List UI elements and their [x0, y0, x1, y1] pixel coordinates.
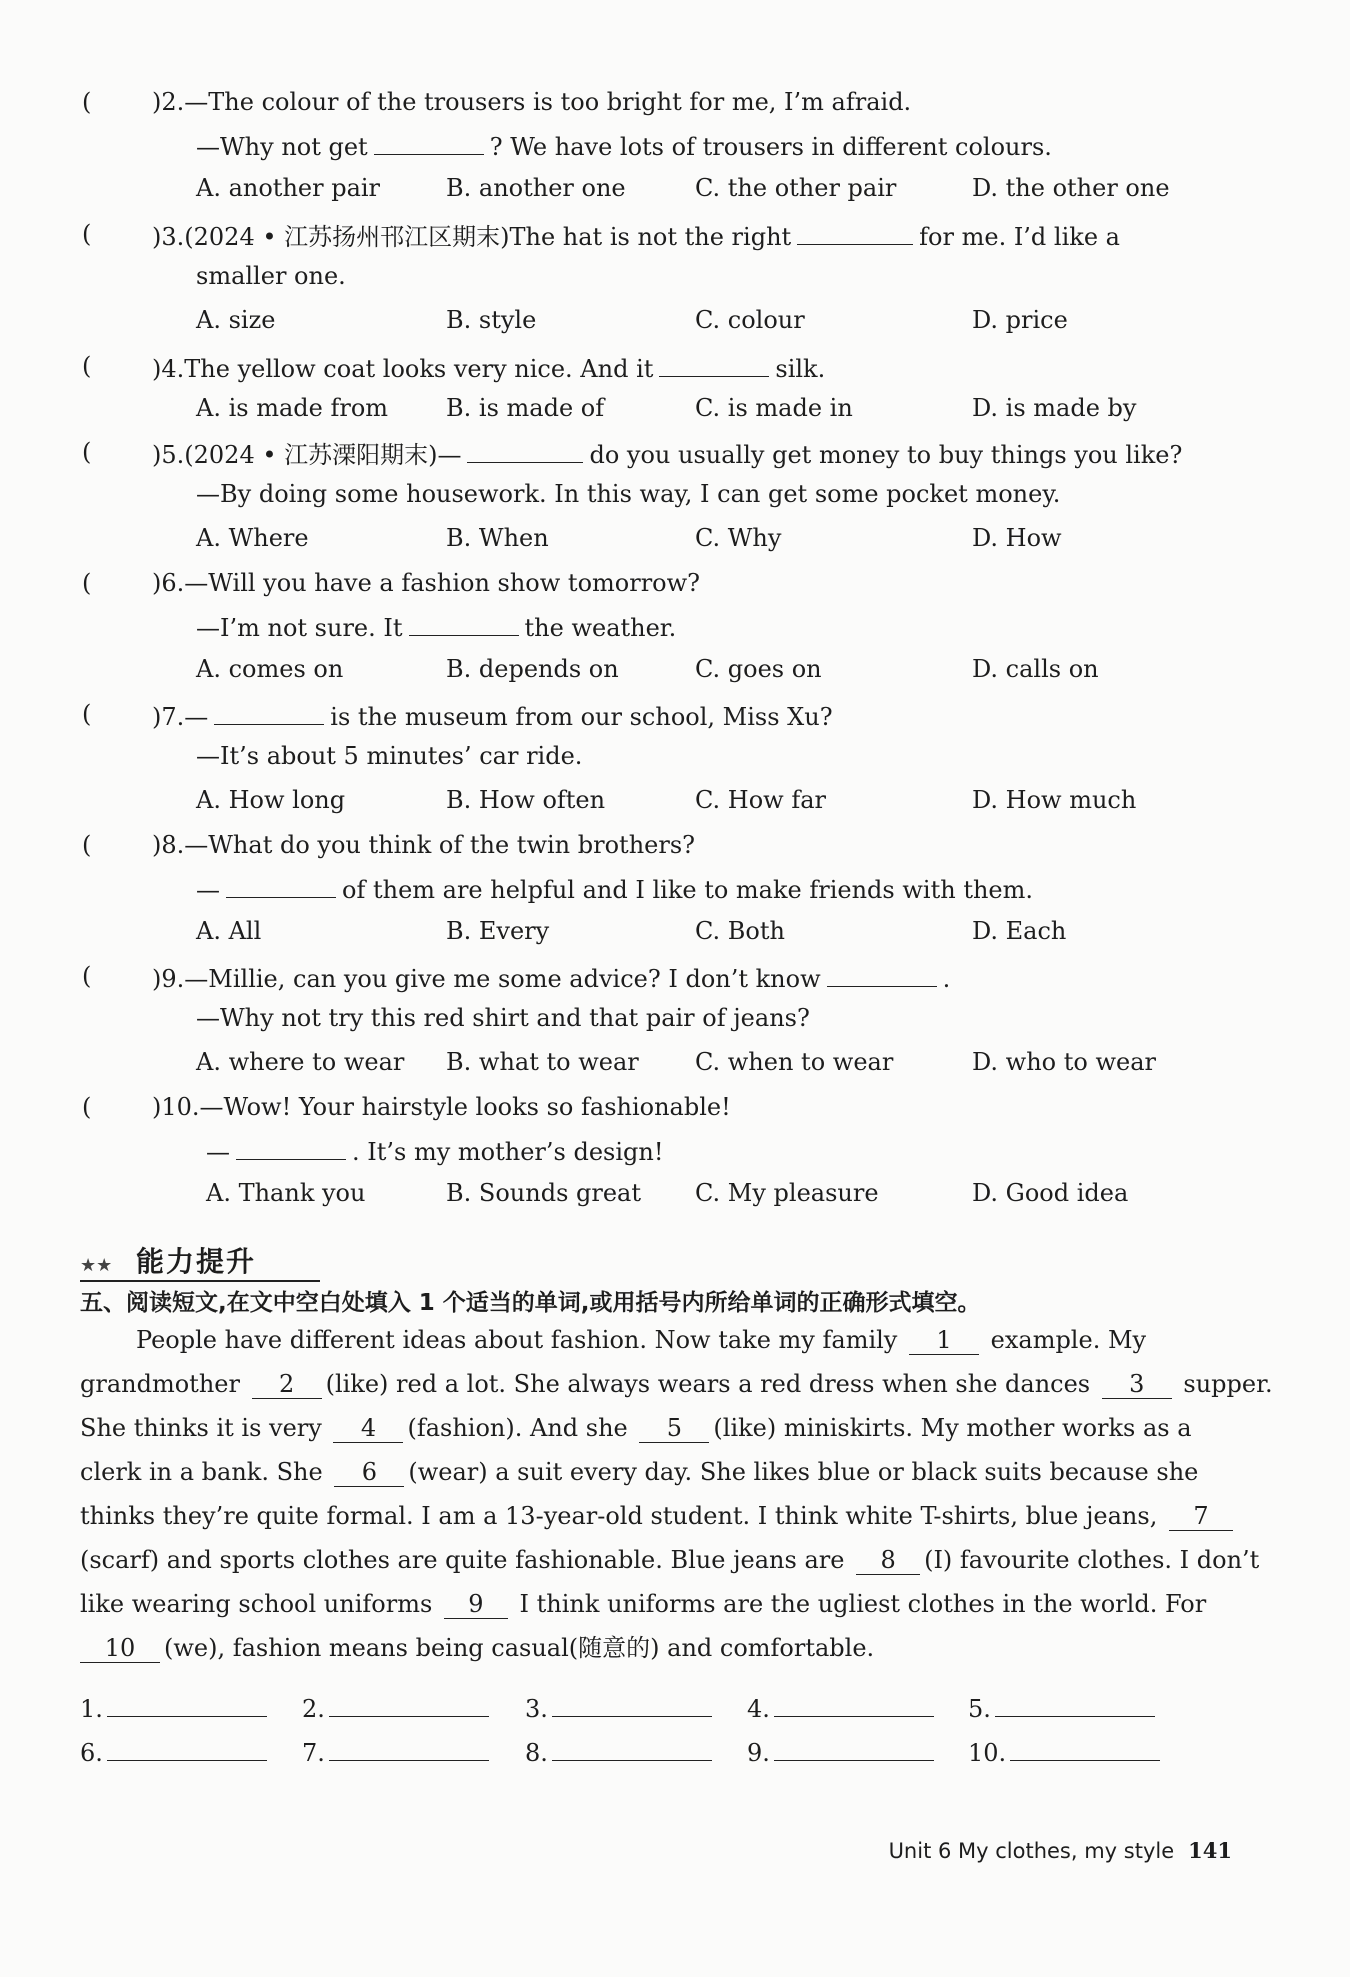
- answer-line-10[interactable]: 10.: [968, 1734, 1160, 1769]
- answer-paren: (: [82, 88, 92, 116]
- fill-blank: [374, 128, 484, 155]
- answer-paren: (: [82, 700, 92, 728]
- fill-blank: [214, 698, 324, 725]
- option-b: B. another one: [446, 174, 626, 202]
- option-a: A. another pair: [196, 174, 381, 202]
- section-instruction: 五、阅读短文,在文中空白处填入 1 个适当的单词,或用括号内所给单词的正确形式填空。: [80, 1290, 981, 1316]
- answer-line-3[interactable]: 3.: [525, 1690, 712, 1725]
- answer-line-2[interactable]: 2.: [302, 1690, 489, 1725]
- page-footer: [889, 1838, 1232, 1863]
- section-title: 能力提升: [136, 1240, 256, 1280]
- option-d: D. Each: [972, 917, 1067, 945]
- passage-blank-7: 7: [1169, 1500, 1233, 1531]
- stars-icon: ★★: [80, 1255, 113, 1276]
- option-d: D. How: [972, 524, 1062, 552]
- answer-line-6[interactable]: 6.: [80, 1734, 267, 1769]
- passage-blank-8: 8: [856, 1544, 920, 1575]
- option-a: A. size: [196, 306, 276, 334]
- option-c: C. is made in: [695, 394, 853, 422]
- option-c: C. Both: [695, 917, 785, 945]
- option-a: A. Where: [196, 524, 309, 552]
- question-number: )2.: [152, 88, 185, 116]
- answer-line-7[interactable]: 7.: [302, 1734, 489, 1769]
- fill-blank: [467, 436, 583, 463]
- passage-blank-3: 3: [1102, 1368, 1172, 1399]
- option-b: B. Sounds great: [446, 1179, 641, 1207]
- answer-paren: (: [82, 352, 92, 380]
- section-divider: [80, 1280, 320, 1282]
- passage-blank-5: 5: [639, 1412, 709, 1443]
- option-d: D. who to wear: [972, 1048, 1156, 1076]
- page-number: 141: [1188, 1838, 1232, 1863]
- passage-blank-6: 6: [334, 1456, 404, 1487]
- option-b: B. is made of: [446, 394, 605, 422]
- option-a: A. is made from: [196, 394, 389, 422]
- answer-paren: (: [82, 831, 92, 859]
- answer-paren: (: [82, 438, 92, 466]
- passage-blank-1: 1: [909, 1324, 979, 1355]
- answer-line-8[interactable]: 8.: [525, 1734, 712, 1769]
- option-d: D. calls on: [972, 655, 1099, 683]
- option-d: D. price: [972, 306, 1068, 334]
- passage-blank-2: 2: [252, 1368, 322, 1399]
- option-c: C. How far: [695, 786, 826, 814]
- fill-blank: [659, 350, 769, 377]
- question-stem: —The colour of the trousers is too bright for me, I’m afraid.: [184, 88, 912, 116]
- option-c: C. colour: [695, 306, 805, 334]
- option-c: C. when to wear: [695, 1048, 894, 1076]
- fill-blank: [226, 871, 336, 898]
- option-b: B. Every: [446, 917, 550, 945]
- option-b: B. what to wear: [446, 1048, 639, 1076]
- option-b: B. style: [446, 306, 537, 334]
- answer-paren: (: [82, 220, 92, 248]
- worksheet-page: ( )2.—The colour of the trousers is too bright for me, I’m afraid. —Why not get ? We have lots of trousers in different colours. A. another pair B. another one C. the other pair D. the other one ( )3.(2024 • 江苏扬州邗江区期末)The hat is not the right for me. I’d like a smaller one. A. size B. style C. colour D. price ( )4.The yellow coat looks very nice. And it silk. A. is made from B. is made of C. is made in D. is made by ( )5.(2024 • 江苏溧阳期末)— do you usually get money to buy things you like? —By doing some housework. In this way, I can get some pocket money. A. Where B. When C. Why D. How ( )6.—Will you have a fashion show tomorrow? —I’m not sure. It the weather. A. comes on B. depends on C. goes on D. calls on ( )7.— is the museum from our school, Miss Xu? —It’s about 5 minutes’ car ride. A. How long B. How often C. How far D. How much ( )8.—What do you think of the twin brothers? — of them are helpful and I like to make friends with them. A. All B. Every C. Both D. Each ( )9.—Millie, can you give me some advice? I don’t know . —Why not try this red shirt and that pair of jeans? A. where to wear B. what to wear C. when to wear D. who to wear ( )10.—Wow! Your hairstyle looks so fashionable! — . It’s my mother’s design! A. Thank you B. Sounds great C. My pleasure D. Good idea ★★ 能力提升 五、阅读短文,在文中空白处填入 1 个适当的单词,或用括号内所给单词的正确形式填空。 People have different ideas about fashion. Now take my family 1 example. My grandmother 2 (like) red a lot. She always wears a red dress when she dances 3 supper. She thinks it is very 4 (fashion). And she 5 (like) miniskirts. My mother works as a clerk in a bank. She 6 (wear) a suit every day. She likes blue or black suits because she thinks they’re quite formal. I am a 13-year-old student. I think white T-shirts, blue jeans, 7 (scarf) and sports clothes are quite fashionable. Blue jeans are 8 (I) favourite clothes. I don’t like wearing school uniforms 9 I think uniforms are the ugliest clothes in the world. For 10 (we), fashion means being casual(随意的) and comfortable. 1. 2. 3. 4. 5. 6. 7. 8. 9. 10. Unit 6 My clothes, my style 141: [80, 88, 1273, 1863]
- passage-blank-4: 4: [333, 1412, 403, 1443]
- fill-blank: [409, 609, 519, 636]
- fill-blank: [797, 218, 913, 245]
- option-b: B. depends on: [446, 655, 619, 683]
- answer-paren: (: [82, 569, 92, 597]
- option-c: C. My pleasure: [695, 1179, 879, 1207]
- answer-line-4[interactable]: 4.: [747, 1690, 934, 1725]
- option-d: D. the other one: [972, 174, 1170, 202]
- answer-line-5[interactable]: 5.: [968, 1690, 1155, 1725]
- unit-title: Unit 6 My clothes, my style: [888, 1839, 1175, 1863]
- option-a: A. All: [196, 917, 262, 945]
- option-c: C. goes on: [695, 655, 822, 683]
- answer-line-9[interactable]: 9.: [747, 1734, 934, 1769]
- option-d: D. Good idea: [972, 1179, 1129, 1207]
- fill-blank: [236, 1133, 346, 1160]
- option-a: A. where to wear: [196, 1048, 405, 1076]
- option-a: A. comes on: [196, 655, 344, 683]
- fill-blank: [827, 960, 937, 987]
- option-d: D. How much: [972, 786, 1137, 814]
- option-a: A. How long: [196, 786, 346, 814]
- option-d: D. is made by: [972, 394, 1137, 422]
- answer-paren: (: [82, 962, 92, 990]
- answer-line-1[interactable]: 1.: [80, 1690, 267, 1725]
- option-a: A. Thank you: [206, 1179, 366, 1207]
- passage-blank-9: 9: [444, 1588, 508, 1619]
- answer-paren: (: [82, 1093, 92, 1121]
- passage-blank-10: 10: [80, 1632, 160, 1663]
- option-b: B. How often: [446, 786, 606, 814]
- option-b: B. When: [446, 524, 549, 552]
- option-c: C. Why: [695, 524, 782, 552]
- option-c: C. the other pair: [695, 174, 897, 202]
